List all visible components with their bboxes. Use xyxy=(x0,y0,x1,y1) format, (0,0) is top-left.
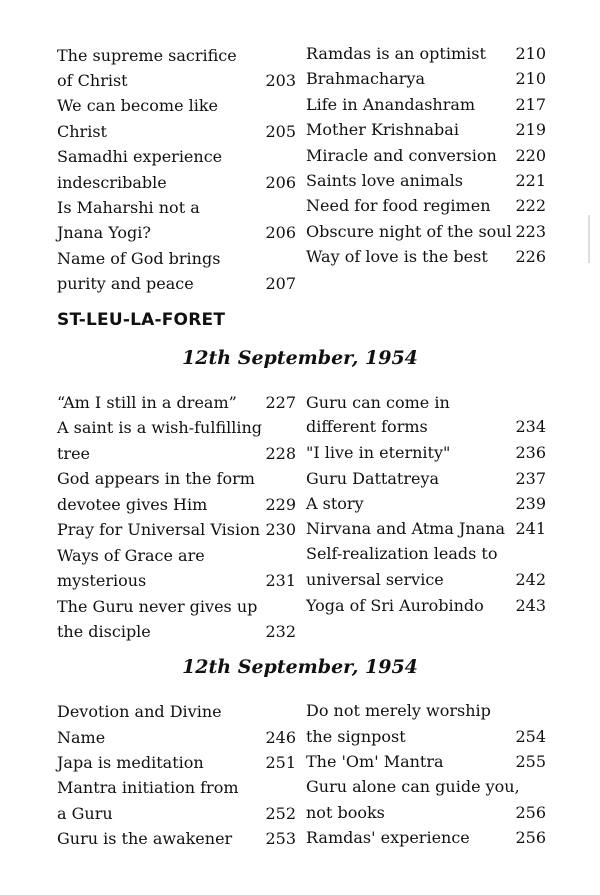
toc-entry xyxy=(57,466,296,492)
entry-title: A saint is a wish-fulfilling xyxy=(57,418,263,437)
toc-entry xyxy=(306,825,546,851)
entry-title: A story xyxy=(306,494,364,513)
toc-entry xyxy=(306,466,546,492)
toc-entry xyxy=(57,271,296,297)
entry-page: 246 xyxy=(265,728,296,747)
entry-page: 229 xyxy=(265,495,296,514)
entry-page: 237 xyxy=(515,469,546,488)
section-date-heading: 12th September, 1954 xyxy=(182,347,418,369)
entry-title: Way of love is the best xyxy=(306,247,488,266)
entry-page: 236 xyxy=(515,443,546,462)
entry-title: Saints love animals xyxy=(306,171,463,190)
entry-page: 222 xyxy=(515,196,546,215)
entry-page: 254 xyxy=(515,727,546,746)
toc-entry xyxy=(57,725,296,751)
toc-entry xyxy=(306,414,546,440)
entry-title: mysterious xyxy=(57,571,147,590)
toc-entry xyxy=(57,543,296,569)
entry-page: 227 xyxy=(265,393,296,412)
entry-page: 243 xyxy=(515,596,546,615)
entry-title: Samadhi experience xyxy=(57,147,223,166)
entry-title: Christ xyxy=(57,122,107,141)
toc-entry xyxy=(306,219,546,245)
entry-page: 221 xyxy=(515,171,546,190)
toc-entry xyxy=(57,144,296,170)
entry-page: 255 xyxy=(515,752,546,771)
entry-page: 231 xyxy=(265,571,296,590)
toc-entry xyxy=(306,244,546,270)
entry-page: 230 xyxy=(265,520,296,539)
toc-entry xyxy=(306,698,546,724)
entry-title: Is Maharshi not a xyxy=(57,198,200,217)
toc-entry xyxy=(306,168,546,194)
toc-entry xyxy=(306,491,546,517)
toc-entry xyxy=(306,749,546,775)
entry-title: Name of God brings xyxy=(57,249,221,268)
toc-entry xyxy=(306,440,546,466)
entry-title: "I live in eternity" xyxy=(306,443,451,462)
entry-title: Mother Krishnabai xyxy=(306,120,459,139)
scan-mark xyxy=(588,215,590,263)
entry-title: Guru is the awakener xyxy=(57,829,233,848)
toc-entry xyxy=(57,170,296,196)
toc-entry xyxy=(57,568,296,594)
entry-title: Guru can come in xyxy=(306,393,450,412)
entry-page: 206 xyxy=(265,223,296,242)
entry-title: a Guru xyxy=(57,804,113,823)
toc-entry xyxy=(306,516,546,542)
toc-entry xyxy=(57,246,296,272)
entry-page: 226 xyxy=(515,247,546,266)
entry-title: “Am I still in a dream” xyxy=(57,393,237,412)
entry-title: The Guru never gives up xyxy=(57,597,258,616)
toc-entry xyxy=(57,390,296,416)
entry-title: the signpost xyxy=(306,727,406,746)
entry-title: Ramdas is an optimist xyxy=(306,44,486,63)
entry-page: 223 xyxy=(515,222,546,241)
entry-page: 253 xyxy=(265,829,296,848)
entry-title: Self-realization leads to xyxy=(306,544,498,563)
entry-title: Guru alone can guide you, xyxy=(306,777,520,796)
toc-entry xyxy=(306,541,546,567)
entry-title: Name xyxy=(57,728,106,747)
entry-title: universal service xyxy=(306,570,444,589)
toc-entry xyxy=(57,195,296,221)
entry-title: Brahmacharya xyxy=(306,69,425,88)
entry-title: Mantra initiation from xyxy=(57,778,239,797)
entry-title: Miracle and conversion xyxy=(306,146,497,165)
entry-page: 203 xyxy=(265,71,296,90)
entry-title: the disciple xyxy=(57,622,151,641)
toc-entry xyxy=(57,826,296,852)
toc-entry xyxy=(306,593,546,619)
entry-page: 242 xyxy=(515,570,546,589)
entry-page: 234 xyxy=(515,417,546,436)
toc-entry xyxy=(57,441,296,467)
entry-page: 239 xyxy=(515,494,546,513)
toc-entry xyxy=(306,92,546,118)
entry-title: Devotion and Divine xyxy=(57,702,222,721)
toc-entry xyxy=(57,220,296,246)
toc-entry xyxy=(57,68,296,94)
toc-entry xyxy=(57,775,296,801)
toc-entry xyxy=(57,619,296,645)
entry-title: Need for food regimen xyxy=(306,196,491,215)
entry-page: 210 xyxy=(515,44,546,63)
entry-title: Nirvana and Atma Jnana xyxy=(306,519,506,538)
toc-entry xyxy=(306,724,546,750)
entry-title: purity and peace xyxy=(57,274,194,293)
entry-page: 252 xyxy=(265,804,296,823)
entry-title: We can become like xyxy=(57,96,219,115)
entry-page: 206 xyxy=(265,173,296,192)
entry-title: devotee gives Him xyxy=(57,495,208,514)
entry-title: of Christ xyxy=(57,71,128,90)
entry-page: 256 xyxy=(515,828,546,847)
toc-entry xyxy=(57,801,296,827)
toc-entry xyxy=(306,193,546,219)
entry-page: 220 xyxy=(515,146,546,165)
entry-title: indescribable xyxy=(57,173,167,192)
place-heading: ST-LEU-LA-FORET xyxy=(57,310,226,330)
entry-title: Guru Dattatreya xyxy=(306,469,440,488)
entry-title: Do not merely worship xyxy=(306,701,491,720)
entry-page: 205 xyxy=(265,122,296,141)
section-date-heading: 12th September, 1954 xyxy=(182,656,418,678)
toc-entry xyxy=(57,93,296,119)
entry-title: Japa is meditation xyxy=(57,753,204,772)
entry-title: not books xyxy=(306,803,385,822)
entry-title: The 'Om' Mantra xyxy=(306,752,444,771)
toc-entry xyxy=(57,750,296,776)
entry-title: Ramdas' experience xyxy=(306,828,470,847)
toc-entry xyxy=(306,774,546,800)
entry-title: Obscure night of the soul xyxy=(306,222,512,241)
entry-page: 256 xyxy=(515,803,546,822)
entry-page: 207 xyxy=(265,274,296,293)
toc-entry xyxy=(306,41,546,67)
entry-page: 219 xyxy=(515,120,546,139)
entry-title: The supreme sacrifice xyxy=(57,46,237,65)
entry-page: 228 xyxy=(265,444,296,463)
toc-entry xyxy=(306,117,546,143)
entry-title: God appears in the form xyxy=(57,469,255,488)
toc-entry xyxy=(306,567,546,593)
toc-entry xyxy=(57,699,296,725)
entry-title: tree xyxy=(57,444,91,463)
toc-entry xyxy=(57,415,296,441)
entry-title: different forms xyxy=(306,417,428,436)
toc-entry xyxy=(57,594,296,620)
toc-entry xyxy=(57,43,296,69)
entry-page: 217 xyxy=(515,95,546,114)
entry-page: 241 xyxy=(515,519,546,538)
entry-title: Ways of Grace are xyxy=(57,546,205,565)
toc-entry xyxy=(306,143,546,169)
entry-page: 210 xyxy=(515,69,546,88)
entry-title: Yoga of Sri Aurobindo xyxy=(306,596,484,615)
toc-entry xyxy=(306,66,546,92)
toc-entry xyxy=(57,492,296,518)
entry-page: 251 xyxy=(265,753,296,772)
entry-title: Life in Anandashram xyxy=(306,95,476,114)
entry-title: Jnana Yogi? xyxy=(57,223,151,242)
toc-entry xyxy=(306,390,546,416)
toc-entry xyxy=(306,800,546,826)
toc-entry xyxy=(57,119,296,145)
entry-title: Pray for Universal Vision xyxy=(57,520,261,539)
entry-page: 232 xyxy=(265,622,296,641)
toc-entry xyxy=(57,517,296,543)
